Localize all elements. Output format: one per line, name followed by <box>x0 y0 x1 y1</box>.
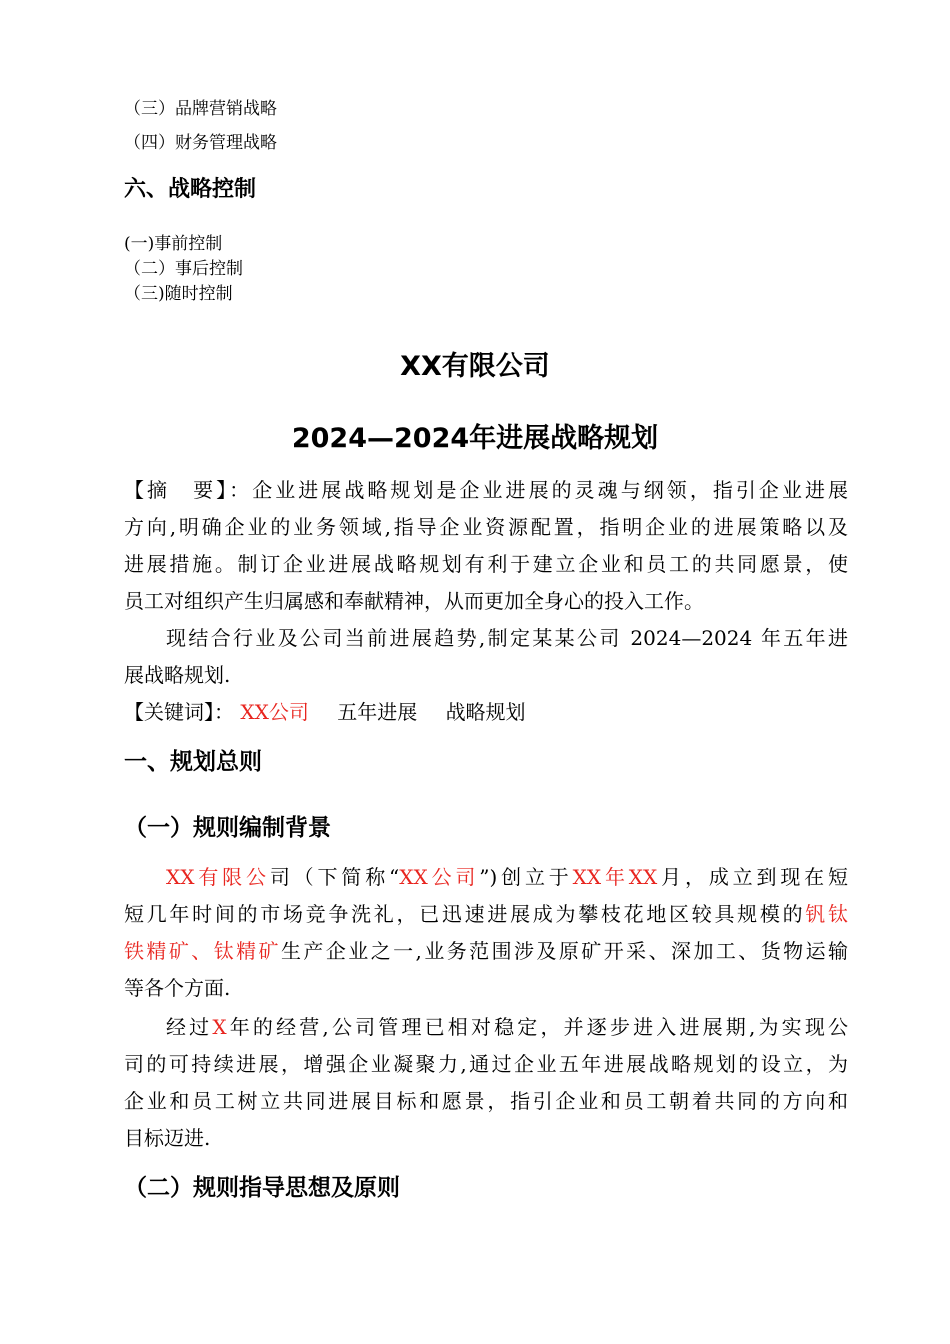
keyword-strategy: 战略规划 <box>445 700 526 724</box>
background-text: 短几年时间的市场竞争洗礼，已迅速进展成为攀枝花地区较具规模的 <box>124 902 806 926</box>
background-p2-line-2: 司的可持续进展，增强企业凝聚力,通过企业五年进展战略规划的设立，为 <box>124 1052 848 1076</box>
abstract-text-1: 企业进展战略规划是企业进展的灵魂与纲领，指引企业进展 <box>252 478 849 502</box>
background-text: 生产企业之一,业务范围涉及原矿开采、深加工、货物运输 <box>280 939 848 963</box>
background-p2-line-4: 目标迈进. <box>124 1126 211 1150</box>
abstract-line-3: 进展措施。制订企业进展战略规划有利于建立企业和员工的共同愿景，使 <box>124 552 848 576</box>
abstract-line-2: 方向,明确企业的业务领域,指导企业资源配置，指明企业的进展策略以及 <box>124 515 848 539</box>
document-title-company: XX有限公司 <box>400 351 550 382</box>
abstract-para2-line-2: 展战略规划. <box>124 663 231 687</box>
outline-item-pre-control: (一)事前控制 <box>124 234 223 254</box>
abstract-line-4: 员工对组织产生归属感和奉献精神，从而更加全身心的投入工作。 <box>124 589 704 613</box>
outline-item-realtime-control: （三)随时控制 <box>124 284 233 304</box>
section-heading-general: 一、规划总则 <box>124 749 262 775</box>
product-vanadium-titanium: 钒钛 <box>805 902 849 926</box>
background-p2-line-3: 企业和员工树立共同进展目标和愿景，指引企业和员工朝着共同的方向和 <box>124 1089 848 1113</box>
subsection-heading-guiding-principles: （二）规则指导思想及原则 <box>124 1175 400 1201</box>
background-p1-line-4: 等各个方面. <box>124 976 231 1000</box>
outline-item-financial-management: （四）财务管理战略 <box>124 133 277 153</box>
keywords-label: 【关键词】： <box>124 700 234 724</box>
background-text: 年的经营,公司管理已相对稳定，并逐步进入进展期,为实现公 <box>226 1015 849 1039</box>
outline-item-post-control: （二）事后控制 <box>124 259 243 279</box>
background-text: 月，成立到现在短 <box>657 865 849 889</box>
subsection-heading-background: （一）规则编制背景 <box>124 815 331 841</box>
background-p1-line-2 <box>124 898 848 927</box>
keyword-five-year: 五年进展 <box>337 700 418 724</box>
keyword-company: XX公司 <box>240 700 309 724</box>
abstract-label: 【摘 要】： <box>124 478 253 502</box>
background-text: ”)创立于 <box>479 865 573 889</box>
founding-date: XX年XX <box>572 865 658 889</box>
section-heading-strategy-control: 六、战略控制 <box>124 177 257 202</box>
background-p1-line-1 <box>166 861 848 890</box>
background-text: 司（下简称“ <box>269 865 400 889</box>
years-placeholder: X <box>212 1015 227 1039</box>
background-text: 经过 <box>166 1015 213 1039</box>
background-p1-line-3 <box>124 935 848 964</box>
background-p2-line-1 <box>166 1011 848 1040</box>
product-concentrates: 铁精矿、钛精矿 <box>124 939 281 963</box>
company-short-name: XX公司 <box>399 865 480 889</box>
abstract-line-1 <box>124 474 848 503</box>
keywords-line <box>124 696 526 725</box>
company-name-part: XX有限公 <box>166 865 270 889</box>
abstract-para2-line-1: 现结合行业及公司当前进展趋势,制定某某公司 2024—2024 年五年进 <box>166 626 848 650</box>
document-title-plan: 2024—2024年进展战略规划 <box>291 423 659 454</box>
outline-item-brand-marketing: （三）品牌营销战略 <box>124 99 277 119</box>
